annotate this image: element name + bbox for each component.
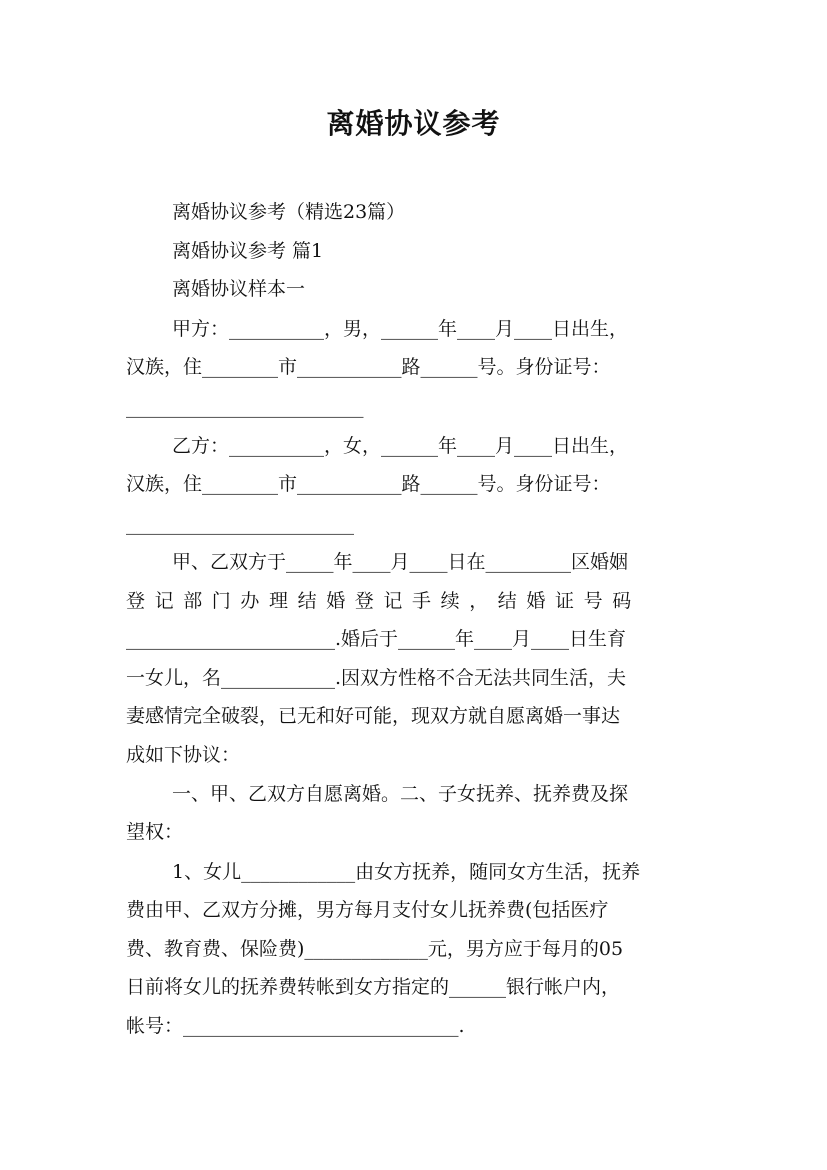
marriage-line-5: 妻感情完全破裂，已无和好可能，现双方就自愿离婚一事达 <box>126 705 621 727</box>
party-a-line-2: 汉族，住________市___________路______号。身份证号： <box>126 356 611 378</box>
custody-line-5: 帐号：_____________________________. <box>126 1015 465 1037</box>
custody-line-3: 费、教育费、保险费)_____________元，男方应于每月的05 <box>126 938 624 960</box>
party-a-line-1: 甲方：__________，男，______年____月____日出生， <box>172 318 629 340</box>
party-a-id-blank: _________________________ <box>126 396 364 418</box>
party-b-line-1: 乙方：__________，女，______年____月____日出生， <box>172 435 629 457</box>
marriage-line-1: 甲、乙双方于_____年____月____日在_________区婚姻 <box>172 551 629 573</box>
marriage-line-3: ______________________.婚后于______年____月____日生育 <box>126 628 627 650</box>
subtitle-line: 离婚协议参考（精选23篇） <box>172 201 406 223</box>
clause-1-line-2: 望权： <box>126 821 184 843</box>
custody-line-4: 日前将女儿的抚养费转帐到女方指定的______银行帐户内， <box>126 976 621 998</box>
section-heading: 离婚协议参考 篇1 <box>172 240 324 262</box>
party-b-id-blank: ________________________ <box>126 513 354 535</box>
party-b-line-2: 汉族，住________市___________路______号。身份证号： <box>126 473 611 495</box>
marriage-line-4: 一女儿，名____________.因双方性格不合无法共同生活，夫 <box>126 667 627 689</box>
custody-line-1: 1、女儿____________由女方抚养，随同女方生活，抚养 <box>172 861 641 883</box>
marriage-line-6: 成如下协议： <box>126 744 241 766</box>
sample-heading: 离婚协议样本一 <box>172 278 306 300</box>
clause-1-line-1: 一、甲、乙双方自愿离婚。二、子女抚养、抚养费及探 <box>172 783 629 805</box>
custody-line-2: 费由甲、乙双方分摊，男方每月支付女儿抚养费(包括医疗 <box>126 899 609 921</box>
document-title: 离婚协议参考 <box>326 107 501 140</box>
marriage-line-2: 登记部门办理结婚登记手续，结婚证号码 <box>126 590 641 612</box>
